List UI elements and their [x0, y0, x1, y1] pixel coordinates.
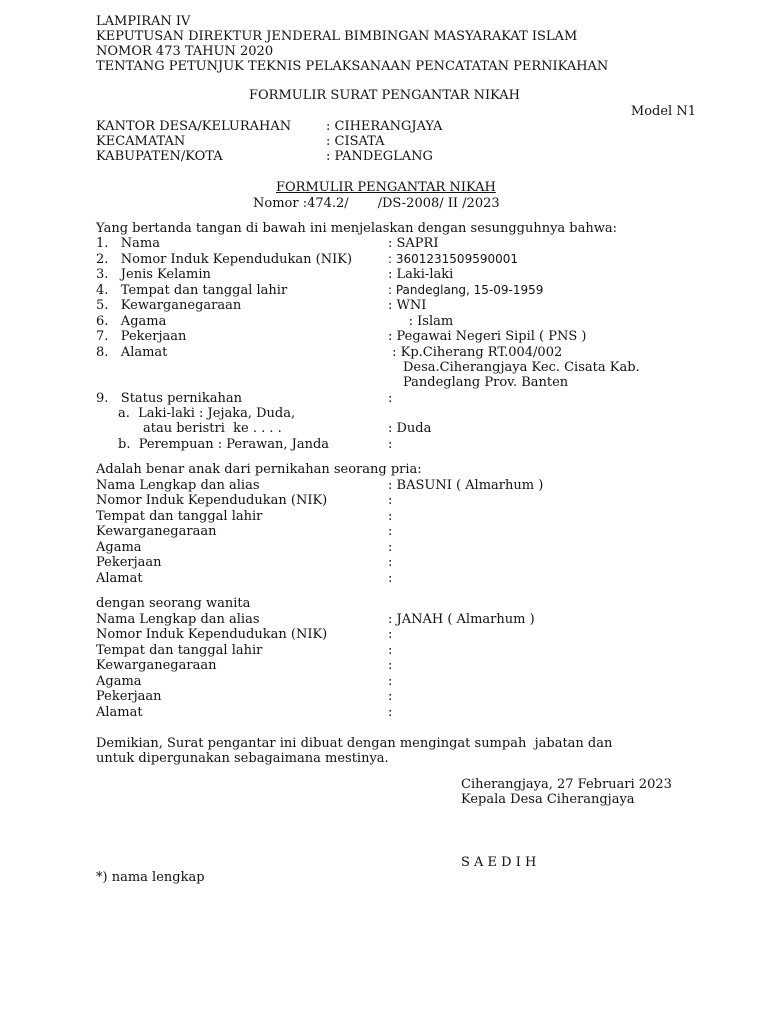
address-line-3: Pandeglang Prov. Banten: [403, 375, 569, 390]
mother-label-2: Tempat dan tanggal lahir: [96, 643, 263, 658]
mother-label-6: Alamat: [96, 705, 143, 720]
office-label-1: KECAMATAN: [96, 134, 186, 149]
subject-label-1: 1. Nama: [96, 236, 161, 251]
closing-line-2: untuk dipergunakan sebagaimana mestinya.: [96, 751, 389, 766]
header-line-1: LAMPIRAN IV: [96, 14, 191, 29]
office-value-1: : CISATA: [326, 134, 385, 149]
subject-value-5: : WNI: [388, 298, 427, 313]
status-colon: :: [388, 391, 393, 406]
father-value-3: :: [388, 524, 393, 539]
father-value-5: :: [388, 555, 393, 570]
subject-value-7: : Pegawai Negeri Sipil ( PNS ): [388, 329, 587, 344]
subject-value-2: : 3601231509590001: [388, 252, 519, 266]
mother-value-5: :: [388, 689, 393, 704]
mother-value-3: :: [388, 658, 393, 673]
mother-label-5: Pekerjaan: [96, 689, 162, 704]
status-a-label: a. Laki-laki : Jejaka, Duda,: [118, 406, 296, 421]
subject-value-8: : Kp.Ciherang RT.004/002: [388, 345, 563, 360]
address-line-2: Desa.Ciherangjaya Kec. Cisata Kab.: [403, 360, 640, 375]
office-value-0: : CIHERANGJAYA: [326, 119, 443, 134]
subject-label-5: 5. Kewarganegaraan: [96, 298, 242, 313]
header-line-2: KEPUTUSAN DIREKTUR JENDERAL BIMBINGAN MASYARAKAT ISLAM: [96, 29, 578, 44]
mother-value-0: : JANAH ( Almarhum ): [388, 612, 535, 627]
father-intro: Adalah benar anak dari pernikahan seorang pria:: [96, 462, 422, 477]
mother-label-0: Nama Lengkap dan alias: [96, 612, 260, 627]
father-label-2: Tempat dan tanggal lahir: [96, 509, 263, 524]
form-title: FORMULIR SURAT PENGANTAR NIKAH: [249, 88, 521, 103]
father-value-0: : BASUNI ( Almarhum ): [388, 478, 544, 493]
mother-value-1: :: [388, 627, 393, 642]
father-value-2: :: [388, 509, 393, 524]
father-label-4: Agama: [96, 540, 142, 555]
subject-value-4: : Pandeglang, 15-09-1959: [388, 283, 544, 297]
office-label-0: KANTOR DESA/KELURAHAN: [96, 119, 292, 134]
signature-position: Kepala Desa Ciherangjaya: [461, 792, 635, 807]
intro-text: Yang bertanda tangan di bawah ini menjelaskan dengan sesungguhnya bahwa:: [96, 221, 618, 236]
subject-label-4: 4. Tempat dan tanggal lahir: [96, 283, 288, 298]
status-a-value: : Duda: [388, 421, 432, 436]
model-label: Model N1: [630, 104, 696, 119]
subject-label-6: 6. Agama: [96, 314, 167, 329]
office-value-2: : PANDEGLANG: [326, 149, 433, 164]
mother-label-3: Kewarganegaraan: [96, 658, 217, 673]
father-label-1: Nomor Induk Kependudukan (NIK): [96, 493, 328, 508]
mother-value-6: :: [388, 705, 393, 720]
father-label-0: Nama Lengkap dan alias: [96, 478, 260, 493]
status-b-value: :: [388, 437, 393, 452]
father-value-4: :: [388, 540, 393, 555]
subject-value-3: : Laki-laki: [388, 267, 454, 282]
mother-label-4: Agama: [96, 674, 142, 689]
subject-label-8: 8. Alamat: [96, 345, 168, 360]
office-label-2: KABUPATEN/KOTA: [96, 149, 223, 164]
signature-place-date: Ciherangjaya, 27 Februari 2023: [461, 777, 672, 792]
father-label-5: Pekerjaan: [96, 555, 162, 570]
status-a-label-2: atau beristri ke . . . .: [143, 421, 282, 436]
father-label-6: Alamat: [96, 571, 143, 586]
signature-name: S A E D I H: [461, 855, 537, 870]
header-line-3: NOMOR 473 TAHUN 2020: [96, 44, 274, 59]
father-label-3: Kewarganegaraan: [96, 524, 217, 539]
subject-label-3: 3. Jenis Kelamin: [96, 267, 211, 282]
mother-value-4: :: [388, 674, 393, 689]
father-value-6: :: [388, 571, 393, 586]
closing-line-1: Demikian, Surat pengantar ini dibuat dengan mengingat sumpah jabatan dan: [96, 736, 613, 751]
subject-value-1: : SAPRI: [388, 236, 439, 251]
subtitle: FORMULIR PENGANTAR NIKAH: [276, 180, 496, 195]
header-line-4: TENTANG PETUNJUK TEKNIS PELAKSANAAN PENCATATAN PERNIKAHAN: [96, 59, 609, 74]
mother-label-1: Nomor Induk Kependudukan (NIK): [96, 627, 328, 642]
status-label: 9. Status pernikahan: [96, 391, 242, 406]
mother-intro: dengan seorang wanita: [96, 596, 251, 611]
footnote: *) nama lengkap: [96, 870, 205, 885]
father-value-1: :: [388, 493, 393, 508]
mother-value-2: :: [388, 643, 393, 658]
subject-label-2: 2. Nomor Induk Kependudukan (NIK): [96, 252, 353, 267]
subject-value-6: : Islam: [388, 314, 454, 329]
nomor: Nomor :474.2/ /DS-2008/ II /2023: [253, 196, 500, 211]
status-b-label: b. Perempuan : Perawan, Janda: [118, 437, 330, 452]
subject-label-7: 7. Pekerjaan: [96, 329, 187, 344]
